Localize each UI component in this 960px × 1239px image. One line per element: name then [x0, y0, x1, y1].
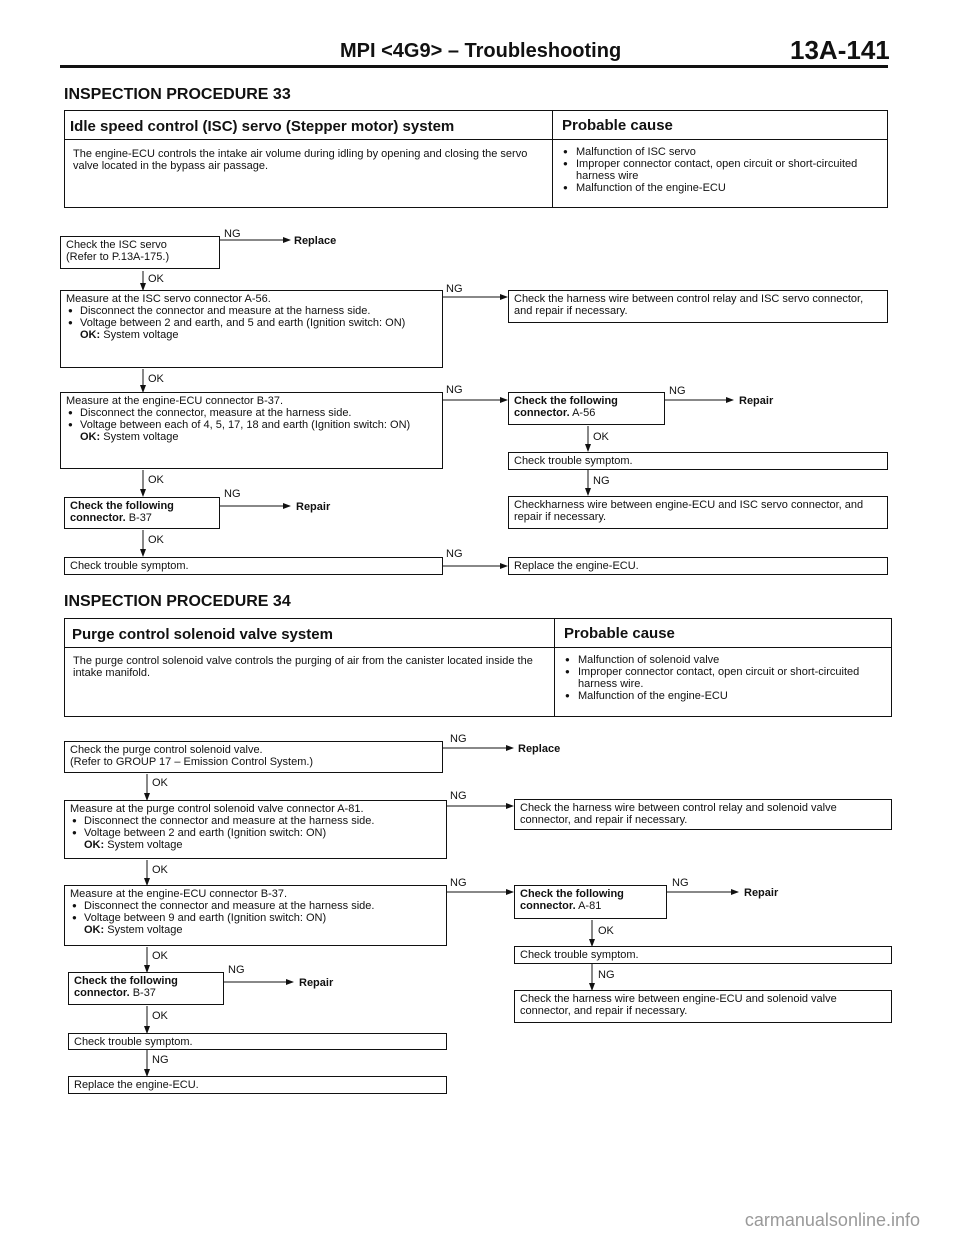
ok-condition [70, 924, 441, 936]
step-reference: (Refer to GROUP 17 – Emission Control System.) [70, 756, 314, 768]
ok-label: OK [148, 373, 164, 385]
check-isc-servo-box [60, 236, 220, 269]
measure-isc-connector-box [60, 290, 443, 368]
check-connector-a56-box [508, 392, 665, 425]
measure-solenoid-connector-box [64, 800, 447, 859]
check-harness-ecu-solenoid-box: Check the harness wire between engine-ECU and solenoid valve connector, and repair if necessary. [514, 990, 892, 1023]
ok-condition [66, 329, 437, 341]
ok-condition [66, 431, 437, 443]
cause-item: ● Malfunction of the engine-ECU [578, 690, 896, 702]
system-name: Idle speed control (ISC) servo (Stepper motor) system [70, 118, 455, 135]
ng-label: NG [672, 877, 689, 889]
ng-label: NG [228, 964, 245, 976]
ok-condition [70, 839, 441, 851]
check-purge-valve-box [64, 741, 443, 773]
step-text: Check the following connector. [70, 500, 174, 524]
ng-label: NG [598, 969, 615, 981]
step-reference: (Refer to P.13A-175.) [66, 251, 170, 263]
repair-text: Repair [299, 977, 334, 989]
check-harness-ecu-isc-box: Checkharness wire between engine-ECU and ISC servo connector, and repair if necessary. [508, 496, 888, 529]
measure-ecu-connector-box [60, 392, 443, 469]
ng-label: NG [224, 228, 241, 240]
ng-label: NG [446, 283, 463, 295]
ok-key: OK: [84, 839, 105, 851]
probable-cause-list [562, 146, 892, 194]
repair-text: Repair [296, 501, 331, 513]
table-header-divider [65, 139, 887, 140]
cause-item: ● Malfunction of ISC servo [576, 146, 892, 158]
cause-item: ● Malfunction of the engine-ECU [576, 182, 892, 194]
replace-text: Replace [518, 743, 561, 755]
ok-value: System voltage [107, 924, 183, 936]
step-bullet: ● Voltage between 2 and earth (Ignition switch: ON) [84, 827, 441, 839]
check-harness-relay-solenoid-box: Check the harness wire between control relay and solenoid valve connector, and repair if necessary. [514, 799, 892, 830]
repair-text: Repair [744, 887, 779, 899]
replace-text: Replace [294, 235, 337, 247]
ok-label: OK [152, 1010, 168, 1022]
step-text: Measure at the ISC servo connector A-56. [66, 293, 271, 305]
step-bullet: ● Voltage between each of 4, 5, 17, 18 and earth (Ignition switch: ON) [80, 419, 437, 431]
step-bullets [66, 305, 437, 329]
ok-value: System voltage [103, 431, 179, 443]
ok-label: OK [148, 273, 164, 285]
cause-item: ● Improper connector contact, open circuit or short-circuited harness wire. [578, 666, 896, 690]
system-description: The purge control solenoid valve controls the purging of air from the canister located inside the intake manifold. [73, 655, 533, 679]
watermark: carmanualsonline.info [744, 1210, 920, 1230]
system-description: The engine-ECU controls the intake air volume during idling by opening and closing the servo valve located in the bypass air passage. [73, 148, 528, 172]
check-harness-relay-box: Check the harness wire between control relay and ISC servo connector, and repair if necessary. [508, 290, 888, 323]
step-text: Check the purge control solenoid valve. [70, 744, 263, 756]
ng-label: NG [224, 488, 241, 500]
page-title: MPI <4G9> – Troubleshooting [340, 40, 622, 62]
ok-label: OK [148, 534, 164, 546]
system-name: Purge control solenoid valve system [72, 626, 333, 643]
ok-label: OK [598, 925, 614, 937]
ng-label: NG [669, 385, 686, 397]
step-text: Check the following connector. [74, 975, 178, 999]
replace-engine-ecu-box: Replace the engine-ECU. [508, 557, 888, 575]
check-connector-b37-box [68, 972, 224, 1005]
check-trouble-symptom-box: Check trouble symptom. [68, 1033, 447, 1050]
step-bullets [66, 407, 437, 431]
table-column-divider [552, 111, 553, 207]
ok-value: System voltage [103, 329, 179, 341]
check-trouble-symptom-box: Check trouble symptom. [64, 557, 443, 575]
step-bullet: ● Disconnect the connector and measure at the harness side. [80, 305, 437, 317]
check-trouble-symptom-box: Check trouble symptom. [514, 946, 892, 964]
probable-cause-header: Probable cause [562, 117, 673, 134]
ok-key: OK: [84, 924, 105, 936]
ng-label: NG [593, 475, 610, 487]
probable-cause-header: Probable cause [564, 625, 675, 642]
step-bullet: ● Disconnect the connector and measure at the harness side. [84, 900, 441, 912]
table-column-divider [554, 619, 555, 716]
ok-label: OK [152, 864, 168, 876]
step-text: Check the following connector. [520, 888, 624, 912]
connector-code: A-56 [572, 407, 596, 419]
ok-label: OK [152, 950, 168, 962]
ok-key: OK: [80, 431, 101, 443]
check-connector-a81-box [514, 885, 667, 919]
step-text: Measure at the purge control solenoid valve connector A-81. [70, 803, 364, 815]
ng-label: NG [446, 384, 463, 396]
step-text: Check the ISC servo [66, 239, 167, 251]
ok-label: OK [152, 777, 168, 789]
procedure-33-heading: INSPECTION PROCEDURE 33 [64, 86, 291, 103]
replace-engine-ecu-box: Replace the engine-ECU. [68, 1076, 447, 1094]
connector-code: B-37 [132, 987, 156, 999]
step-bullet: ● Disconnect the connector, measure at the harness side. [80, 407, 437, 419]
step-bullets [70, 900, 441, 924]
step-text: Measure at the engine-ECU connector B-37. [66, 395, 284, 407]
procedure-34-table [64, 618, 892, 717]
ng-label: NG [450, 877, 467, 889]
page-number: 13A-141 [790, 35, 890, 65]
ok-key: OK: [80, 329, 101, 341]
measure-ecu-connector-box [64, 885, 447, 946]
ok-label: OK [148, 474, 164, 486]
step-text: Measure at the engine-ECU connector B-37. [70, 888, 288, 900]
table-header-divider [65, 647, 891, 648]
repair-text: Repair [739, 395, 774, 407]
step-bullet: ● Voltage between 9 and earth (Ignition switch: ON) [84, 912, 441, 924]
connector-code: A-81 [578, 900, 602, 912]
step-text: Check the following connector. [514, 395, 618, 419]
step-bullet: ● Disconnect the connector and measure at the harness side. [84, 815, 441, 827]
check-connector-b37-box [64, 497, 220, 529]
cause-item: ● Malfunction of solenoid valve [578, 654, 896, 666]
ok-value: System voltage [107, 839, 183, 851]
check-trouble-symptom-box: Check trouble symptom. [508, 452, 888, 470]
procedure-33-table [64, 110, 888, 208]
probable-cause-list [564, 654, 896, 702]
ng-label: NG [450, 733, 467, 745]
step-bullet: ● Voltage between 2 and earth, and 5 and earth (Ignition switch: ON) [80, 317, 437, 329]
ng-label: NG [152, 1054, 169, 1066]
ok-label: OK [593, 431, 609, 443]
connector-code: B-37 [128, 512, 152, 524]
cause-item: ● Improper connector contact, open circuit or short-circuited harness wire [576, 158, 892, 182]
ng-label: NG [450, 790, 467, 802]
procedure-34-heading: INSPECTION PROCEDURE 34 [64, 593, 291, 610]
ng-label: NG [446, 548, 463, 560]
step-bullets [70, 815, 441, 839]
